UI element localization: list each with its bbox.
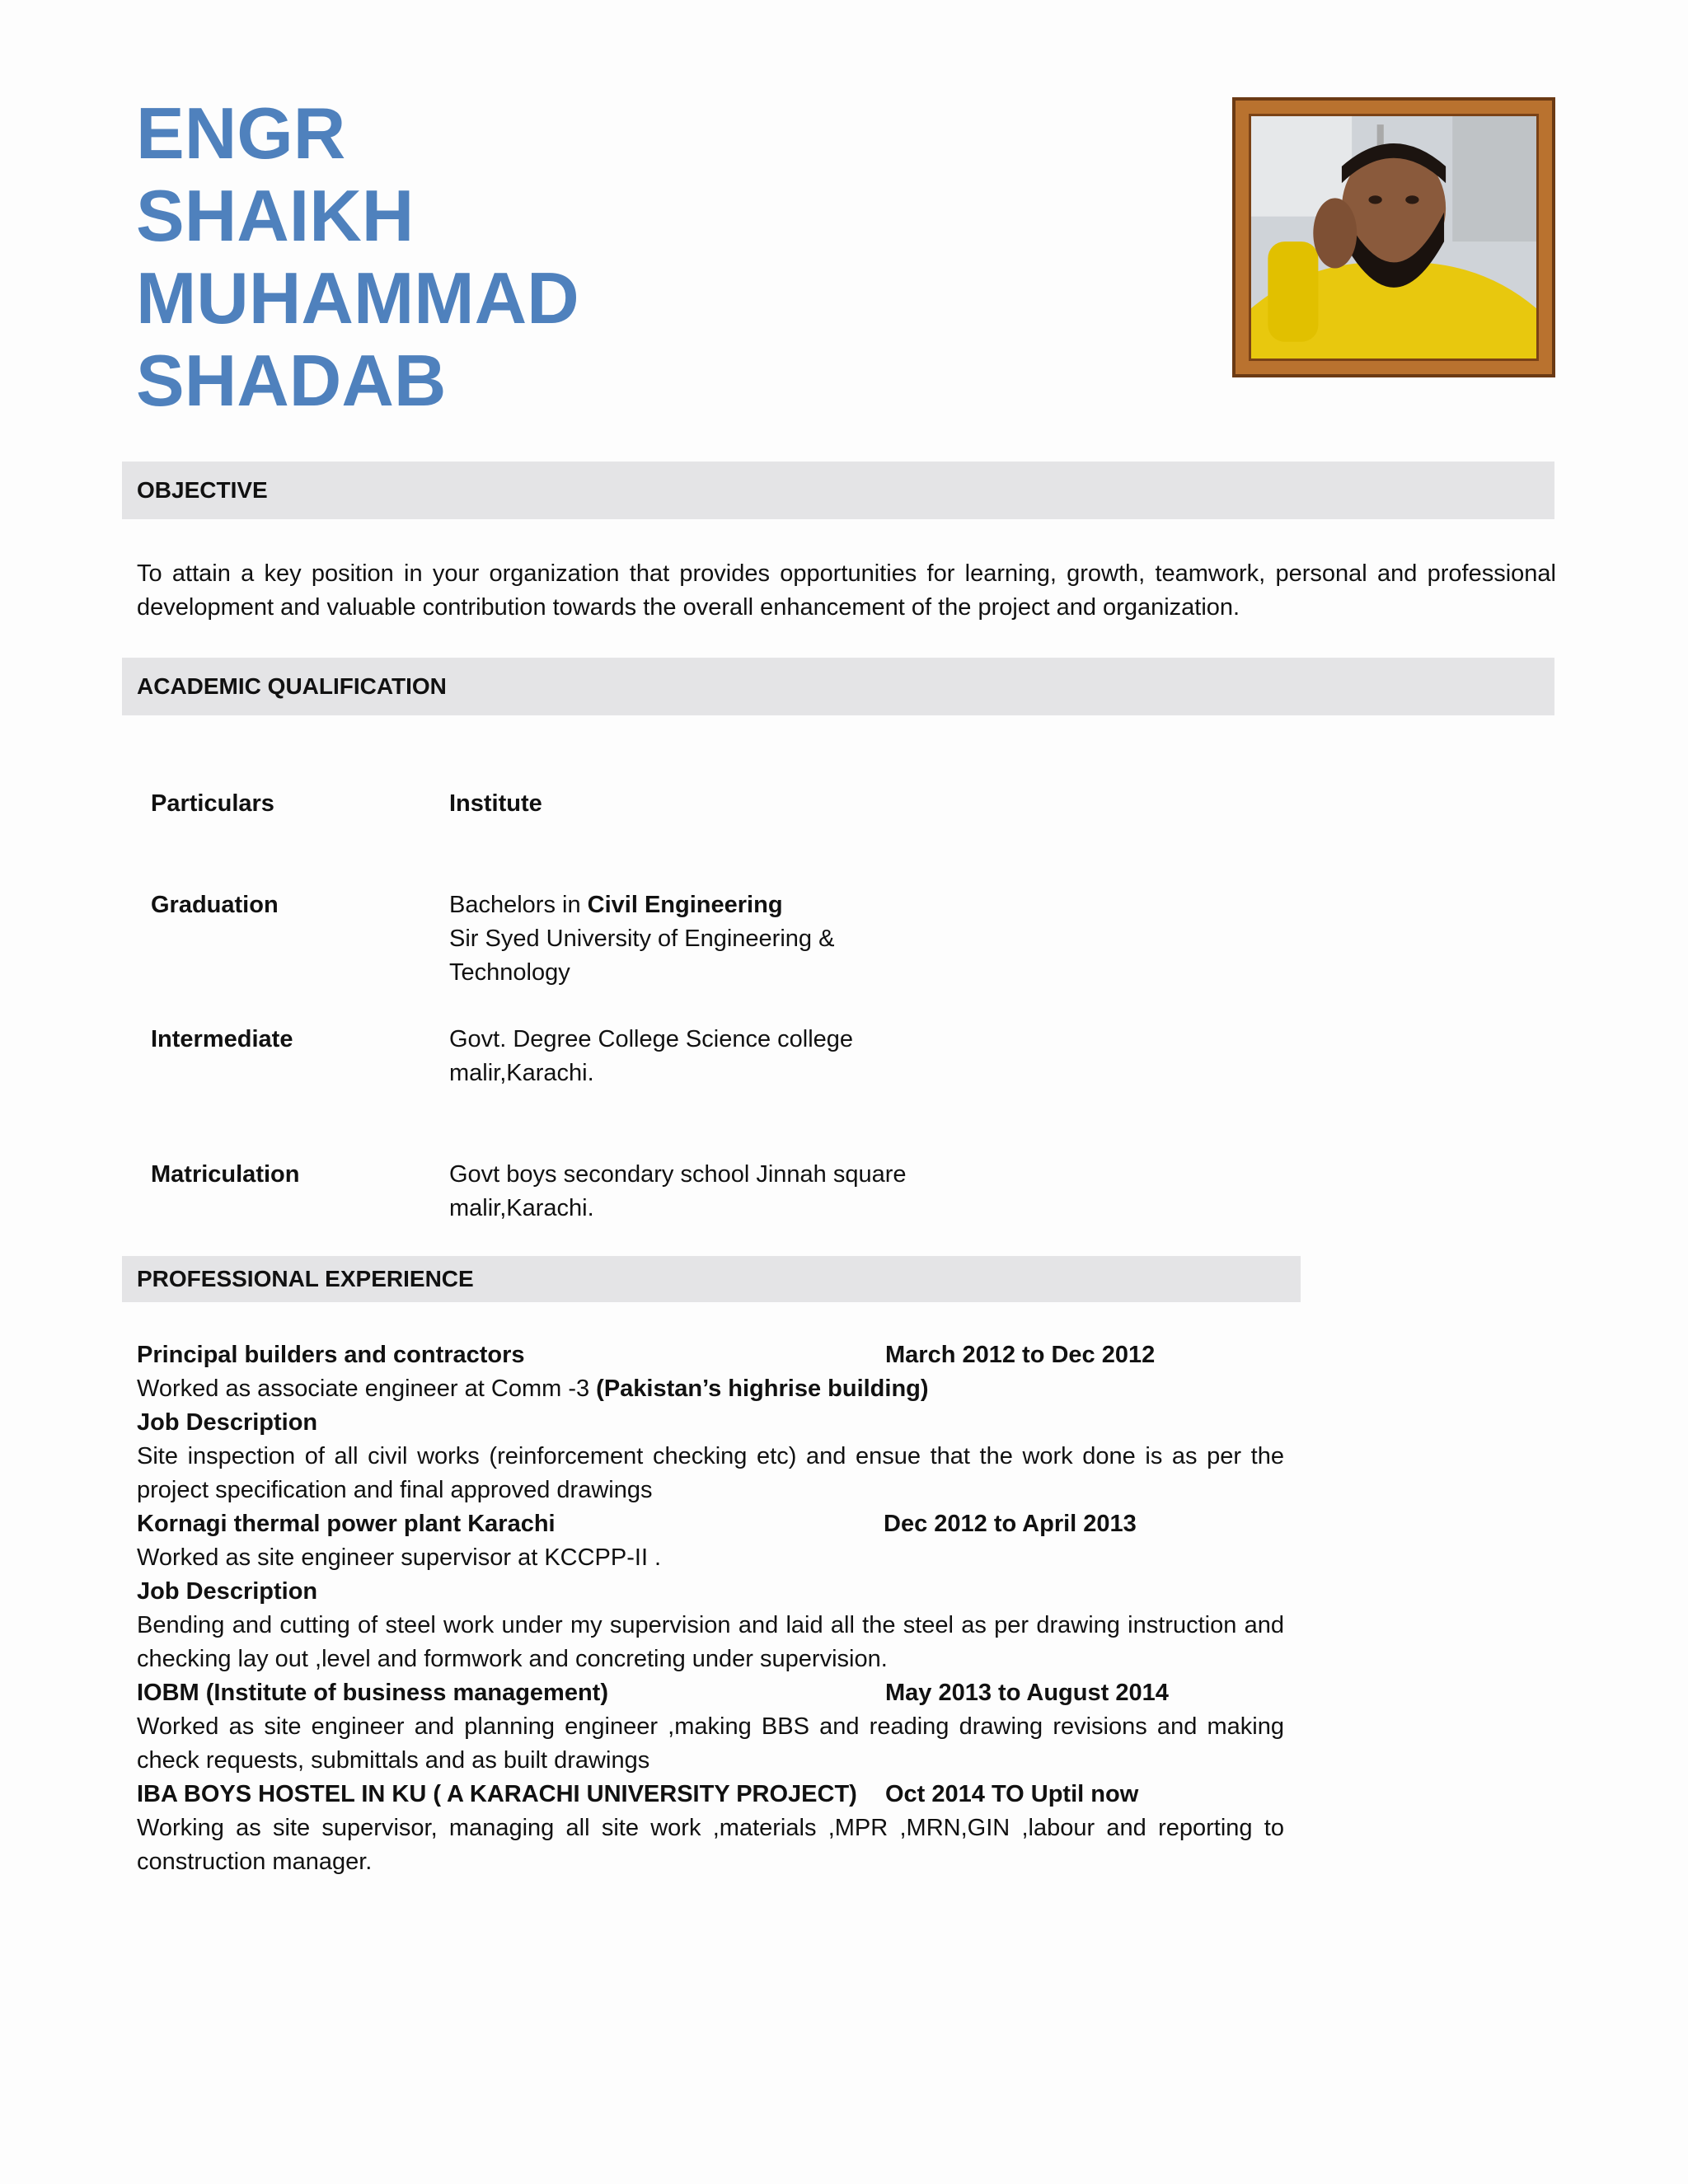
job-role-text: Worked as site engineer supervisor at KCCPP-II . (137, 1544, 662, 1571)
job-role-bold: (Pakistan’s highrise building) (596, 1376, 929, 1402)
name-line: SHAIKH (136, 175, 415, 256)
job-role (137, 1541, 1284, 1575)
institute-name: Sir Syed University of Engineering & Technology (449, 926, 835, 986)
section-header-experience: PROFESSIONAL EXPERIENCE (122, 1256, 1301, 1302)
job-employer: Principal builders and contractors (137, 1342, 525, 1368)
qualification-level: Intermediate (151, 1026, 293, 1052)
job-role-prefix: Worked as associate engineer at Comm -3 (137, 1376, 597, 1402)
institute-name: Govt boys secondary school Jinnah square malir,Karachi. (449, 1161, 907, 1221)
job-description-label: Job Description (137, 1578, 318, 1605)
job-period: Dec 2012 to April 2013 (884, 1511, 1137, 1537)
name-line: MUHAMMAD (136, 257, 579, 339)
job-period: March 2012 to Dec 2012 (885, 1342, 1156, 1368)
job-header (137, 1507, 1284, 1541)
job-description: Worked as site engineer and planning engineer ,making BBS and reading drawing revisions and making check requests, submittals and as built drawings (137, 1713, 1284, 1774)
column-header-institute: Institute (449, 790, 542, 817)
job-role-text (137, 1372, 929, 1406)
job-employer: IOBM (Institute of business management) (137, 1680, 608, 1706)
name-line: SHADAB (136, 340, 447, 421)
degree-prefix: Bachelors in (449, 892, 588, 918)
degree-name: Civil Engineering (587, 892, 783, 918)
name-line: ENGR (136, 92, 346, 174)
job-header (137, 1676, 1284, 1710)
qualification-institute (449, 1023, 911, 1090)
job-header (137, 1778, 1284, 1811)
job-description: Bending and cutting of steel work under my supervision and laid all the steel as per drawing instruction and checking lay out ,level and formwork and concreting under supervision. (137, 1612, 1284, 1672)
institute-name: Govt. Degree College Science college malir,Karachi. (449, 1026, 854, 1086)
job-description-label: Job Description (137, 1409, 318, 1436)
section-header-objective: OBJECTIVE (122, 462, 1554, 519)
job-header (137, 1338, 1284, 1372)
section-header-academic: ACADEMIC QUALIFICATION (122, 658, 1554, 715)
job-period: May 2013 to August 2014 (885, 1680, 1169, 1706)
job-description: Site inspection of all civil works (reinforcement checking etc) and ensue that the work done is as per the project specification and final approved drawings (137, 1443, 1284, 1503)
qualification-level: Graduation (151, 892, 279, 918)
candidate-name (136, 92, 579, 422)
qualification-institute (449, 1158, 911, 1226)
person-photo-icon (1251, 116, 1536, 359)
profile-photo (1249, 114, 1539, 361)
objective-text: To attain a key position in your organization that provides opportunities for learning, growth, teamwork, personal and professional development and valuable contribution towards the overall enhancement of the project and organization. (137, 560, 1556, 621)
job-period: Oct 2014 TO Uptil now (885, 1781, 1139, 1807)
profile-photo-frame (1232, 97, 1555, 377)
job-description: Working as site supervisor, managing all site work ,materials ,MPR ,MRN,GIN ,labour and reporting to construction manager. (137, 1815, 1284, 1875)
experience-list (137, 1338, 1284, 1879)
qualification-level: Matriculation (151, 1161, 300, 1188)
job-role (137, 1372, 1284, 1406)
job-employer: Kornagi thermal power plant Karachi (137, 1511, 556, 1537)
job-employer: IBA BOYS HOSTEL IN KU ( A KARACHI UNIVERSITY PROJECT) (137, 1781, 857, 1807)
qualification-institute (449, 888, 911, 990)
column-header-particulars: Particulars (151, 790, 274, 817)
